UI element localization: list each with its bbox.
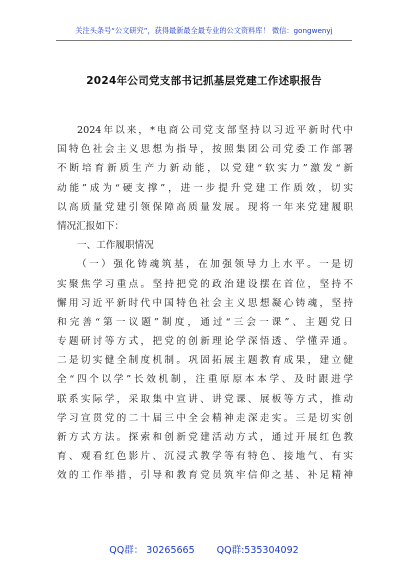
body-line: 国特色社会主义思想为指导，按照集团公司党委工作部署 <box>57 144 353 156</box>
body-line: 不断培育新质生产力新动能，以党建“软实力”激发“新 <box>57 163 353 175</box>
body-line: 情况汇报如下： <box>57 220 125 232</box>
body-line: 懈用习近平新时代中国特色社会主义思想凝心铸魂，坚持 <box>57 297 353 309</box>
footer-qq-group-2: QQ群:535304092 <box>216 545 299 556</box>
body-line: 实聚焦学习重点。坚持把党的政治建设摆在首位，坚持不 <box>57 278 353 290</box>
header-banner: 关注头条号“公文研究”，获得最新最全最专业的公文资料库！ 微信：gongwenyj <box>75 26 333 35</box>
body-line: 和完善“第一议题”制度，通过“三会一课”、主题党日 <box>57 316 353 328</box>
body-line: 全“四个以学”长效机制，注重原原本本学、及时跟进学 <box>57 374 353 386</box>
body-line: 以高质量党建引领保障高质量发展。现将一年来党建履职 <box>57 201 353 213</box>
body-line: 动能”成为“硬支撑”，进一步提升党建工作质效，切实 <box>57 182 353 194</box>
body-line: 学习宣贯党的二十届三中全会精神走深走实。三是切实创 <box>57 412 353 424</box>
footer-contact <box>0 542 408 556</box>
body-line: 联系实际学，采取集中宣讲、讲党课、展板等方式，推动 <box>57 393 353 405</box>
body-line: 2024年以来，*电商公司党支部坚持以习近平新时代中 <box>77 125 353 136</box>
document-body <box>57 121 353 486</box>
body-line: 新方式方法。探索和创新党建活动方式，通过开展红色教 <box>57 432 353 443</box>
body-line: 专题研讨等方式，把党的创新理论学深悟透、学懂弄通。 <box>57 336 353 348</box>
body-line: 育、观看红色影片、沉浸式教学等有特色、接地气、有实 <box>57 451 353 463</box>
document-title: 2024年公司党支部书记抓基层党建工作述职报告 <box>86 75 322 87</box>
header-divider <box>56 40 352 41</box>
footer-qq-group-1: QQ群： 30265665 <box>109 545 195 556</box>
body-line: （一）强化铸魂筑基，在加强领导力上水平。一是切 <box>77 259 353 271</box>
body-line: 二是切实健全制度机制。巩固拓展主题教育成果，建立健 <box>57 355 353 367</box>
section-heading: 一、工作履职情况 <box>77 240 154 252</box>
body-line: 效的工作举措，引导和教育党员筑牢信仰之基、补足精神 <box>57 470 353 482</box>
